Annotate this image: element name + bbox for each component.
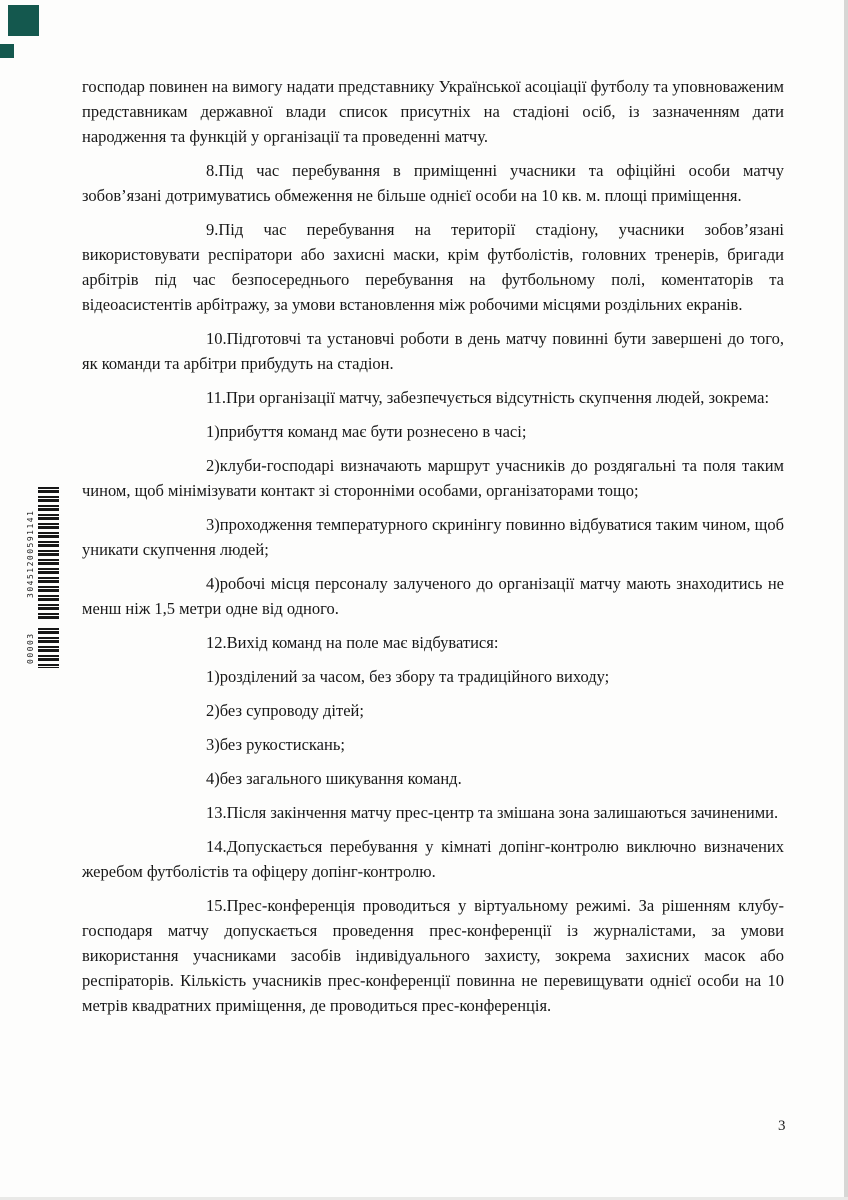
page-number: 3 <box>778 1118 786 1134</box>
paragraph-number: 4) <box>206 574 220 593</box>
barcode-bottom <box>26 628 66 668</box>
paragraph <box>82 893 784 1018</box>
paragraph-number: 1) <box>206 667 220 686</box>
paragraph-text: без супроводу дітей; <box>219 701 364 720</box>
paragraph <box>82 74 784 149</box>
paragraph-text: розділений за часом, без збору та традиційного виходу; <box>219 667 610 686</box>
document-body <box>82 74 784 1027</box>
barcode-top <box>26 487 66 621</box>
paragraph-number: 14. <box>206 837 227 856</box>
paragraph <box>82 158 784 208</box>
scan-edge-right <box>844 0 848 1200</box>
paragraph <box>82 385 784 410</box>
paragraph <box>82 453 784 503</box>
paragraph <box>82 512 784 562</box>
paragraph-text: Допускається перебування у кімнаті допінг-контролю виключно визначених жеребом футболістів та офіцеру допінг-контролю. <box>82 837 784 881</box>
paragraph-number: 15. <box>206 896 227 915</box>
paragraph-number: 2) <box>206 701 220 720</box>
paragraph-text: Під час перебування в приміщенні учасники та офіційні особи матчу зобов’язані дотримуватись обмеження не більше однієї особи на 10 кв. м. площі приміщення. <box>82 161 784 205</box>
paragraph-text: Підготовчі та установчі роботи в день матчу повинні бути завершені до того, як команди та арбітри прибудуть на стадіон. <box>82 329 784 373</box>
paragraph <box>82 732 784 757</box>
paragraph <box>82 419 784 444</box>
paragraph-text: без загального шикування команд. <box>219 769 462 788</box>
paragraph <box>82 217 784 317</box>
paragraph-text: проходження температурного скринінгу повинно відбуватися таким чином, щоб уникати скупчення людей; <box>82 515 784 559</box>
paragraph <box>82 664 784 689</box>
paragraph <box>82 571 784 621</box>
paragraph-number: 8. <box>206 161 219 180</box>
paragraph-number: 2) <box>206 456 220 475</box>
paragraph-number: 3) <box>206 515 220 534</box>
paragraph-text: робочі місця персоналу залученого до організації матчу мають знаходитись не менш ніж 1,5 метри одне від одного. <box>82 574 784 618</box>
paragraph-text: Вихід команд на поле має відбуватися: <box>226 633 499 652</box>
paragraph-number: 12. <box>206 633 227 652</box>
paragraph-text: При організації матчу, забезпечується відсутність скупчення людей, зокрема: <box>226 388 770 407</box>
barcode-top-digits: 30451200591141 <box>26 509 35 599</box>
paragraph-number: 1) <box>206 422 220 441</box>
paragraph-text: клуби-господарі визначають маршрут учасників до роздягальні та поля таким чином, щоб мінімізувати контакт зі сторонніми особами, організаторами тощо; <box>82 456 784 500</box>
registration-mark-large <box>8 5 39 36</box>
paragraph-number: 4) <box>206 769 220 788</box>
barcode-bottom-bars <box>38 628 59 668</box>
paragraph-number: 10. <box>206 329 227 348</box>
barcode-top-bars <box>38 487 59 621</box>
paragraph <box>82 834 784 884</box>
paragraph-text: Після закінчення матчу прес-центр та змішана зона залишаються зачиненими. <box>226 803 779 822</box>
paragraph-number: 11. <box>206 388 227 407</box>
paragraph-text: Прес-конференція проводиться у віртуальному режимі. За рішенням клубу-господаря матчу допускається проведення прес-конференції із журналістами, за умови використання учасниками засобів індивідуального захисту, зокрема захисних масок або респіраторів. Кількість учасників прес-конференції повинна не перевищувати однієї особи на 10 метрів квадратних приміщення, де проводиться прес-конференція. <box>82 896 784 1015</box>
paragraph <box>82 326 784 376</box>
paragraph-text: Під час перебування на території стадіону, учасники зобов’язані використовувати респіратори або захисні маски, крім футболістів, головних тренерів, бригади арбітрів під час безпосереднього перебування на футбольному полі, коментаторів та відеоасистентів арбітражу, за умови встановлення між робочими місцями роздільних екранів. <box>82 220 784 314</box>
paragraph-number: 9. <box>206 220 219 239</box>
paragraph <box>82 800 784 825</box>
paragraph-text: прибуття команд має бути рознесено в часі; <box>219 422 527 441</box>
paragraph-text: господар повинен на вимогу надати представнику Української асоціації футболу та уповноваженим представникам державної влади список присутніх на стадіоні осіб, із зазначенням дати народження та функцій у організації та проведенні матчу. <box>82 77 784 146</box>
paragraph-number: 3) <box>206 735 220 754</box>
paragraph <box>82 766 784 791</box>
barcode-region <box>26 487 66 675</box>
registration-mark-small <box>0 44 14 58</box>
paragraph <box>82 698 784 723</box>
paragraph <box>82 630 784 655</box>
paragraph-number: 13. <box>206 803 227 822</box>
barcode-bottom-digits: 00003 <box>26 632 35 664</box>
paragraph-text: без рукостискань; <box>219 735 345 754</box>
